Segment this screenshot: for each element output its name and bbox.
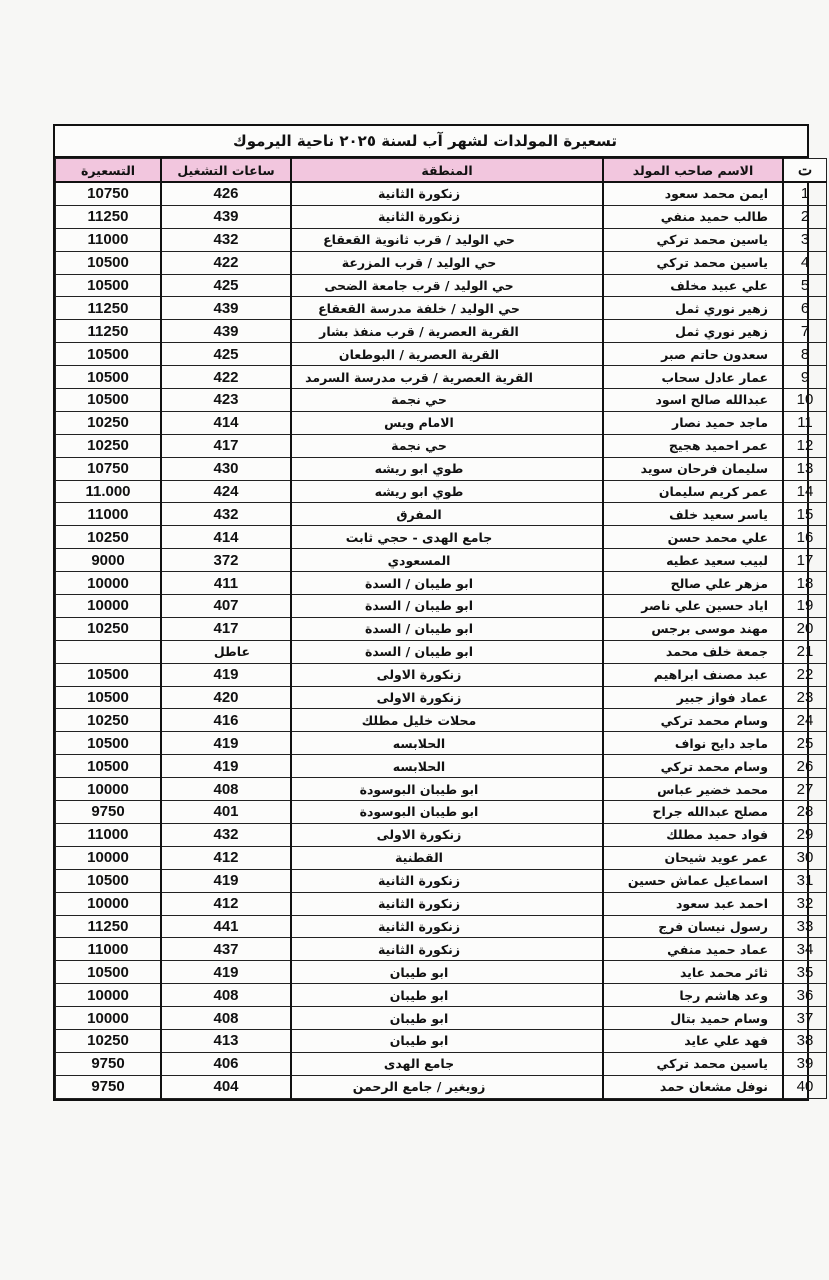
row-area: زويغير / جامع الرحمن	[291, 1075, 603, 1098]
row-area: زنكورة الاولى	[291, 686, 603, 709]
row-price: 10500	[56, 961, 162, 984]
row-owner-name: ياسر سعيد خلف	[603, 503, 783, 526]
row-number: 5	[783, 274, 827, 297]
table-row	[56, 182, 827, 205]
table-row	[56, 732, 827, 755]
row-owner-name: مزهر علي صالح	[603, 572, 783, 595]
row-hours: 416	[161, 709, 291, 732]
row-owner-name: عمر كريم سليمان	[603, 480, 783, 503]
row-hours: 426	[161, 182, 291, 205]
row-price: 10000	[56, 595, 162, 618]
row-owner-name: اسماعيل عماش حسين	[603, 869, 783, 892]
row-owner-name: علي محمد حسن	[603, 526, 783, 549]
row-owner-name: ماجد حميد نصار	[603, 411, 783, 434]
row-number: 2	[783, 205, 827, 228]
row-area: طوي ابو ريشه	[291, 480, 603, 503]
row-owner-name: عمر احميد هجيج	[603, 434, 783, 457]
row-hours: 439	[161, 320, 291, 343]
row-owner-name: مهند موسى برجس	[603, 617, 783, 640]
row-owner-name: نوفل مشعان حمد	[603, 1075, 783, 1098]
row-area: ابو طيبان	[291, 984, 603, 1007]
row-price: 10000	[56, 572, 162, 595]
row-area: ابو طيبان / السدة	[291, 640, 603, 663]
row-hours: 408	[161, 1007, 291, 1030]
row-hours: 412	[161, 846, 291, 869]
row-hours: 417	[161, 434, 291, 457]
row-area: ابو طيبان البوسودة	[291, 778, 603, 801]
row-price: 10000	[56, 846, 162, 869]
row-price: 10500	[56, 686, 162, 709]
row-number: 32	[783, 892, 827, 915]
row-area: الامام ويس	[291, 411, 603, 434]
row-number: 1	[783, 182, 827, 205]
row-hours: 425	[161, 274, 291, 297]
table-row	[56, 1029, 827, 1052]
table-row	[56, 457, 827, 480]
row-area: زنكورة الثانية	[291, 205, 603, 228]
row-hours: 414	[161, 526, 291, 549]
row-hours: 404	[161, 1075, 291, 1098]
row-price: 10500	[56, 343, 162, 366]
row-price: 11250	[56, 205, 162, 228]
table-row	[56, 938, 827, 961]
row-number: 30	[783, 846, 827, 869]
row-price: 10250	[56, 617, 162, 640]
row-area: زنكورة الاولى	[291, 663, 603, 686]
row-hours: 437	[161, 938, 291, 961]
row-price: 10250	[56, 709, 162, 732]
row-price: 11000	[56, 823, 162, 846]
row-owner-name: سعدون حاتم صبر	[603, 343, 783, 366]
row-area: زنكورة الاولى	[291, 823, 603, 846]
row-number: 31	[783, 869, 827, 892]
row-hours: 441	[161, 915, 291, 938]
row-owner-name: وسام حميد بتال	[603, 1007, 783, 1030]
row-price: 9750	[56, 1075, 162, 1098]
row-owner-name: وسام محمد تركي	[603, 709, 783, 732]
row-number: 6	[783, 297, 827, 320]
table-row	[56, 480, 827, 503]
row-hours: 419	[161, 663, 291, 686]
row-area: زنكورة الثانية	[291, 869, 603, 892]
row-number: 14	[783, 480, 827, 503]
row-area: ابو طيبان	[291, 1007, 603, 1030]
table-row	[56, 572, 827, 595]
row-hours: 439	[161, 297, 291, 320]
row-hours: 408	[161, 778, 291, 801]
row-price: 9750	[56, 801, 162, 824]
row-hours: 408	[161, 984, 291, 1007]
row-area: طوي ابو ريشه	[291, 457, 603, 480]
row-number: 23	[783, 686, 827, 709]
row-owner-name: ماجد دايح نواف	[603, 732, 783, 755]
row-owner-name: عماد حميد منفي	[603, 938, 783, 961]
row-owner-name: عمر عويد شيحان	[603, 846, 783, 869]
row-number: 20	[783, 617, 827, 640]
row-area: الحلابسه	[291, 755, 603, 778]
row-number: 38	[783, 1029, 827, 1052]
row-area: ابو طيبان البوسودة	[291, 801, 603, 824]
table-row	[56, 343, 827, 366]
row-hours: 425	[161, 343, 291, 366]
row-area: حي الوليد / قرب جامعة الضحى	[291, 274, 603, 297]
row-owner-name: ياسين محمد تركي	[603, 1052, 783, 1075]
row-price: 10500	[56, 251, 162, 274]
row-number: 21	[783, 640, 827, 663]
table-row	[56, 251, 827, 274]
table-row	[56, 389, 827, 412]
row-hours: 422	[161, 366, 291, 389]
table-row	[56, 549, 827, 572]
row-owner-name: وعد هاشم رجا	[603, 984, 783, 1007]
page-title: تسعيرة المولدات لشهر آب لسنة ٢٠٢٥ ناحية اليرموك	[55, 126, 807, 158]
row-hours: 422	[161, 251, 291, 274]
row-hours: 419	[161, 869, 291, 892]
row-price: 11250	[56, 320, 162, 343]
row-hours: 417	[161, 617, 291, 640]
row-area: زنكورة الثانية	[291, 915, 603, 938]
row-price: 10500	[56, 732, 162, 755]
row-number: 33	[783, 915, 827, 938]
table-row	[56, 1075, 827, 1098]
row-owner-name: علي عبيد مخلف	[603, 274, 783, 297]
row-hours: 432	[161, 823, 291, 846]
row-price: 10250	[56, 434, 162, 457]
row-price: 11000	[56, 228, 162, 251]
row-price: 11250	[56, 915, 162, 938]
row-area: القرية العصرية / قرب منفذ بشار	[291, 320, 603, 343]
row-owner-name: ياسين محمد تركي	[603, 251, 783, 274]
row-price: 10500	[56, 663, 162, 686]
row-number: 4	[783, 251, 827, 274]
row-area: زنكورة الثانية	[291, 938, 603, 961]
row-hours: 401	[161, 801, 291, 824]
table-row	[56, 709, 827, 732]
row-area: القرية العصرية / قرب مدرسة السرمد	[291, 366, 603, 389]
row-owner-name: سليمان فرحان سويد	[603, 457, 783, 480]
row-price: 10750	[56, 182, 162, 205]
row-hours: 432	[161, 228, 291, 251]
row-price: 10500	[56, 274, 162, 297]
row-price: 10000	[56, 892, 162, 915]
row-owner-name: عماد فواز جبير	[603, 686, 783, 709]
row-hours: 439	[161, 205, 291, 228]
row-number: 34	[783, 938, 827, 961]
table-row	[56, 846, 827, 869]
row-number: 27	[783, 778, 827, 801]
row-hours: 419	[161, 755, 291, 778]
table-row	[56, 915, 827, 938]
row-area: القرية العصرية / البوطعان	[291, 343, 603, 366]
row-hours: 424	[161, 480, 291, 503]
row-number: 39	[783, 1052, 827, 1075]
row-number: 26	[783, 755, 827, 778]
row-area: المسعودي	[291, 549, 603, 572]
header-owner-name: الاسم صاحب المولد	[603, 159, 783, 183]
row-area: ابو طيبان / السدة	[291, 572, 603, 595]
row-number: 28	[783, 801, 827, 824]
row-area: محلات خليل مطلك	[291, 709, 603, 732]
row-hours: 413	[161, 1029, 291, 1052]
row-owner-name: لبيب سعيد عطيه	[603, 549, 783, 572]
row-hours: 412	[161, 892, 291, 915]
header-area: المنطقة	[291, 159, 603, 183]
row-price: 10250	[56, 411, 162, 434]
row-area: الحلابسه	[291, 732, 603, 755]
row-area: القطنية	[291, 846, 603, 869]
row-number: 35	[783, 961, 827, 984]
row-area: ابو طيبان / السدة	[291, 595, 603, 618]
row-area: حي نجمة	[291, 434, 603, 457]
row-area: حي الوليد / قرب ثانوية القعقاع	[291, 228, 603, 251]
table-row	[56, 274, 827, 297]
row-number: 36	[783, 984, 827, 1007]
table-row	[56, 686, 827, 709]
row-area: جامع الهدى - حجي ثابت	[291, 526, 603, 549]
row-hours: عاطل	[161, 640, 291, 663]
row-hours: 419	[161, 961, 291, 984]
row-number: 10	[783, 389, 827, 412]
table-row	[56, 434, 827, 457]
row-price	[56, 640, 162, 663]
row-price: 9000	[56, 549, 162, 572]
row-price: 11000	[56, 503, 162, 526]
table-row	[56, 892, 827, 915]
row-price: 11000	[56, 938, 162, 961]
price-sheet	[53, 124, 814, 1101]
row-owner-name: اياد حسين علي ناصر	[603, 595, 783, 618]
row-hours: 430	[161, 457, 291, 480]
row-owner-name: زهير نوري ثمل	[603, 297, 783, 320]
row-area: ابو طيبان	[291, 1029, 603, 1052]
header-hours: ساعات التشغيل	[161, 159, 291, 183]
row-owner-name: طالب حميد منفي	[603, 205, 783, 228]
row-number: 15	[783, 503, 827, 526]
table-row	[56, 320, 827, 343]
table-row	[56, 801, 827, 824]
row-number: 12	[783, 434, 827, 457]
row-number: 40	[783, 1075, 827, 1098]
row-area: زنكورة الثانية	[291, 182, 603, 205]
table-row	[56, 526, 827, 549]
header-num: ت	[783, 159, 827, 183]
table-row	[56, 961, 827, 984]
row-hours: 423	[161, 389, 291, 412]
row-price: 10750	[56, 457, 162, 480]
row-price: 10250	[56, 526, 162, 549]
row-number: 29	[783, 823, 827, 846]
row-price: 10000	[56, 778, 162, 801]
row-number: 3	[783, 228, 827, 251]
row-hours: 372	[161, 549, 291, 572]
table-row	[56, 778, 827, 801]
row-hours: 420	[161, 686, 291, 709]
row-price: 10500	[56, 366, 162, 389]
row-area: المفرق	[291, 503, 603, 526]
row-number: 37	[783, 1007, 827, 1030]
table-row	[56, 503, 827, 526]
row-number: 25	[783, 732, 827, 755]
row-hours: 407	[161, 595, 291, 618]
row-price: 10250	[56, 1029, 162, 1052]
row-hours: 411	[161, 572, 291, 595]
row-owner-name: وسام محمد تركي	[603, 755, 783, 778]
table-row	[56, 823, 827, 846]
row-area: ابو طيبان / السدة	[291, 617, 603, 640]
row-number: 7	[783, 320, 827, 343]
table-row	[56, 1007, 827, 1030]
table-row	[56, 755, 827, 778]
table-row	[56, 205, 827, 228]
row-number: 11	[783, 411, 827, 434]
row-price: 10000	[56, 984, 162, 1007]
row-owner-name: عبدالله صالح اسود	[603, 389, 783, 412]
row-hours: 414	[161, 411, 291, 434]
row-number: 8	[783, 343, 827, 366]
row-owner-name: فواد حميد مطلك	[603, 823, 783, 846]
table-row	[56, 869, 827, 892]
row-hours: 406	[161, 1052, 291, 1075]
row-owner-name: احمد عبد سعود	[603, 892, 783, 915]
row-area: حي الوليد / خلفة مدرسة القعقاع	[291, 297, 603, 320]
row-number: 17	[783, 549, 827, 572]
row-owner-name: عبد مصنف ابراهيم	[603, 663, 783, 686]
row-owner-name: رسول نيسان فرج	[603, 915, 783, 938]
row-owner-name: محمد خضير عباس	[603, 778, 783, 801]
row-price: 10500	[56, 389, 162, 412]
row-number: 13	[783, 457, 827, 480]
row-number: 22	[783, 663, 827, 686]
table-row	[56, 595, 827, 618]
row-area: ابو طيبان	[291, 961, 603, 984]
row-number: 9	[783, 366, 827, 389]
row-owner-name: زهير نوري ثمل	[603, 320, 783, 343]
generator-price-table	[55, 158, 827, 1099]
table-row	[56, 1052, 827, 1075]
row-owner-name: مصلح عبدالله جراح	[603, 801, 783, 824]
table-header-row	[56, 159, 827, 183]
row-owner-name: ياسين محمد تركي	[603, 228, 783, 251]
row-price: 10500	[56, 869, 162, 892]
table-row	[56, 663, 827, 686]
row-owner-name: فهد علي عايد	[603, 1029, 783, 1052]
row-price: 10000	[56, 1007, 162, 1030]
row-number: 16	[783, 526, 827, 549]
table-row	[56, 228, 827, 251]
table-row	[56, 640, 827, 663]
row-price: 10500	[56, 755, 162, 778]
row-owner-name: جمعة خلف محمد	[603, 640, 783, 663]
row-area: حي نجمة	[291, 389, 603, 412]
row-price: 11250	[56, 297, 162, 320]
row-number: 19	[783, 595, 827, 618]
header-price: التسعيرة	[56, 159, 162, 183]
row-owner-name: ثائر محمد عايد	[603, 961, 783, 984]
row-number: 18	[783, 572, 827, 595]
row-area: جامع الهدى	[291, 1052, 603, 1075]
row-hours: 419	[161, 732, 291, 755]
row-number: 24	[783, 709, 827, 732]
table-row	[56, 617, 827, 640]
table-row	[56, 297, 827, 320]
row-area: زنكورة الثانية	[291, 892, 603, 915]
row-area: حي الوليد / قرب المزرعة	[291, 251, 603, 274]
table-row	[56, 411, 827, 434]
row-price: 9750	[56, 1052, 162, 1075]
row-price: 11.000	[56, 480, 162, 503]
table-row	[56, 366, 827, 389]
row-owner-name: ايمن محمد سعود	[603, 182, 783, 205]
table-row	[56, 984, 827, 1007]
row-owner-name: عمار عادل سحاب	[603, 366, 783, 389]
row-hours: 432	[161, 503, 291, 526]
